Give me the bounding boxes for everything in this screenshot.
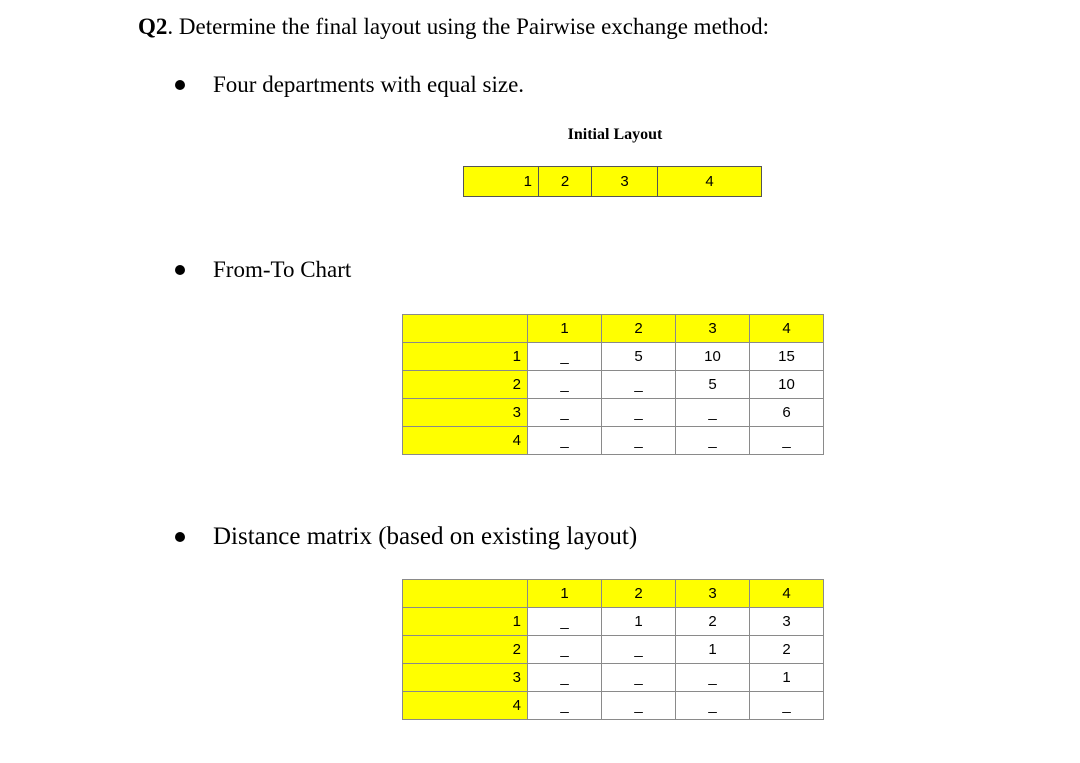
table-cell: _	[528, 692, 602, 720]
table-cell: _	[528, 608, 602, 636]
question-title	[138, 14, 769, 40]
row-header: 1	[403, 608, 528, 636]
table-cell: 1	[750, 664, 824, 692]
table-cell: _	[676, 427, 750, 455]
bullet-distance-matrix	[175, 523, 637, 551]
table-cell: _	[602, 427, 676, 455]
bullet-dot-icon	[175, 80, 185, 90]
header-row	[403, 580, 824, 608]
question-text: . Determine the final layout using the Pairwise exchange method:	[167, 14, 770, 39]
row-header: 4	[403, 692, 528, 720]
column-header: 4	[750, 580, 824, 608]
table-cell: _	[676, 692, 750, 720]
row-header: 3	[403, 399, 528, 427]
table-cell: _	[676, 664, 750, 692]
table-cell: 10	[750, 371, 824, 399]
table-cell: _	[602, 636, 676, 664]
table-cell: 10	[676, 343, 750, 371]
layout-cell: 3	[592, 167, 658, 197]
table-cell: 2	[750, 636, 824, 664]
table-cell: _	[528, 664, 602, 692]
from-to-chart-table	[402, 314, 824, 455]
column-header: 1	[528, 315, 602, 343]
corner-cell	[403, 315, 528, 343]
table-row	[403, 343, 824, 371]
distance-matrix-table	[402, 579, 824, 720]
table-cell: 3	[750, 608, 824, 636]
bullet-text: Distance matrix (based on existing layout)	[213, 523, 638, 550]
table-cell: _	[750, 427, 824, 455]
column-header: 4	[750, 315, 824, 343]
bullet-from-to-chart	[175, 257, 351, 283]
table-cell: 2	[676, 608, 750, 636]
table-row	[403, 664, 824, 692]
table-cell: 1	[676, 636, 750, 664]
table-cell: _	[528, 371, 602, 399]
table-cell: _	[602, 371, 676, 399]
bullet-text: From-To Chart	[213, 257, 352, 282]
column-header: 2	[602, 315, 676, 343]
table-cell: 1	[602, 608, 676, 636]
bullet-departments	[175, 72, 524, 98]
layout-cell: 4	[658, 167, 762, 197]
table-cell: _	[750, 692, 824, 720]
question-number: Q2	[138, 14, 168, 39]
row-header: 2	[403, 371, 528, 399]
column-header: 1	[528, 580, 602, 608]
row-header: 2	[403, 636, 528, 664]
table-row	[403, 608, 824, 636]
bullet-text: Four departments with equal size.	[213, 72, 525, 97]
table-cell: 15	[750, 343, 824, 371]
table-row	[464, 167, 762, 197]
initial-layout-heading: Initial Layout	[567, 126, 663, 143]
table-row	[403, 371, 824, 399]
layout-cell: 2	[539, 167, 592, 197]
table-cell: _	[602, 399, 676, 427]
table-cell: _	[676, 399, 750, 427]
table-cell: _	[528, 427, 602, 455]
layout-cell: 1	[464, 167, 539, 197]
table-cell: 5	[676, 371, 750, 399]
initial-layout-table	[463, 166, 762, 197]
table-row	[403, 427, 824, 455]
column-header: 3	[676, 580, 750, 608]
table-cell: _	[528, 343, 602, 371]
column-header: 2	[602, 580, 676, 608]
table-row	[403, 636, 824, 664]
row-header: 3	[403, 664, 528, 692]
column-header: 3	[676, 315, 750, 343]
corner-cell	[403, 580, 528, 608]
table-cell: _	[528, 636, 602, 664]
table-cell: 6	[750, 399, 824, 427]
table-row	[403, 692, 824, 720]
table-cell: _	[602, 692, 676, 720]
table-cell: 5	[602, 343, 676, 371]
header-row	[403, 315, 824, 343]
row-header: 4	[403, 427, 528, 455]
bullet-dot-icon	[175, 532, 185, 542]
bullet-dot-icon	[175, 265, 185, 275]
table-cell: _	[528, 399, 602, 427]
table-row	[403, 399, 824, 427]
row-header: 1	[403, 343, 528, 371]
table-cell: _	[602, 664, 676, 692]
